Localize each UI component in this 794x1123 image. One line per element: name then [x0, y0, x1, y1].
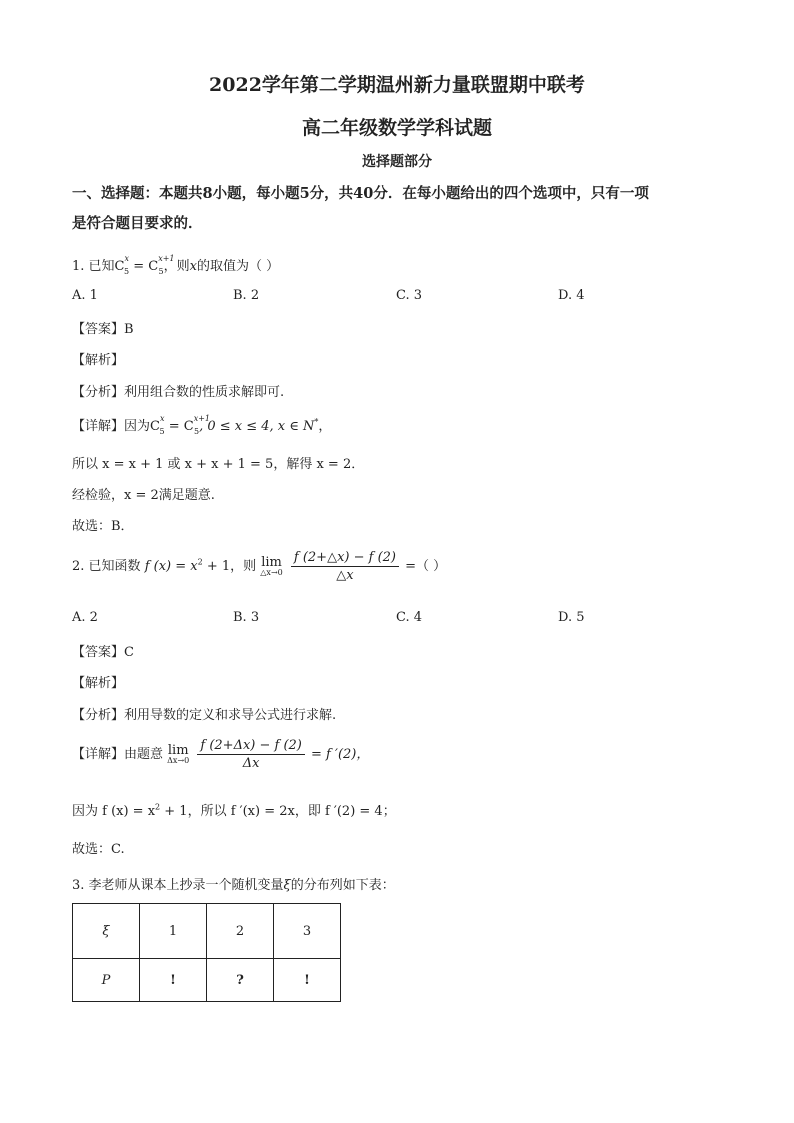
q1-prefix: 1. 已知	[72, 259, 115, 274]
q2-answer: 【答案】C	[72, 645, 134, 660]
part-label: 选择题部分	[362, 154, 432, 170]
table-cell: !	[274, 959, 341, 1002]
q2-choice-line: 故选：C.	[72, 842, 125, 857]
section-instruction-line2: 是符合题目要求的．	[72, 215, 203, 232]
q1-fenxi: 【分析】利用组合数的性质求解即可.	[72, 385, 285, 400]
q1-verify-line: 经检验，x = 2满足题意.	[72, 488, 215, 503]
q2-option-c: C. 4	[396, 610, 423, 625]
q2-detail: 【详解】由题意 lim Δx→0 $\frac{f (2+\Delta x) - f (2)}{\Delta x}$ = f ′(2)，	[72, 738, 370, 771]
q1-option-a: A. 1	[72, 288, 98, 303]
table-cell: P	[73, 959, 140, 1002]
q1-option-b: B. 2	[233, 288, 260, 303]
table-cell: 1	[140, 904, 207, 959]
table-row	[73, 904, 341, 959]
exam-title: 2022学年第二学期温州新力量联盟期中联考	[209, 74, 585, 96]
table-row	[73, 959, 341, 1002]
q2-option-a: A. 2	[72, 610, 98, 625]
q2-fenxi: 【分析】利用导数的定义和求导公式进行求解.	[72, 708, 337, 723]
q2-option-b: B. 3	[233, 610, 260, 625]
q2-option-d: D. 5	[558, 610, 585, 625]
q1-option-c: C. 3	[396, 288, 423, 303]
q1-answer: 【答案】B	[72, 322, 134, 337]
exam-subtitle: 高二年级数学学科试题	[301, 117, 492, 139]
question-1-stem: 1. 已知$C^x_5 = C^{x+1}_5$，则x的取值为（ ）	[72, 253, 280, 276]
q2-fraction: $\frac{f (2+\triangle x) - f (2)}{\triangle x}$	[291, 550, 399, 583]
question-2-stem: 2. 已知函数 f $(x) = x^2 + 1$，则 lim △x→0 $\frac{f (2+\triangle x) - f (2)}{\triangle x}$ =（ ）	[72, 550, 447, 583]
q1-choice-line: 故选：B．	[72, 519, 134, 534]
q1-solution-line: 所以 x = x + 1 或 x + x + 1 = 5，解得 x = 2．	[72, 457, 365, 472]
q1-detail: 【详解】因为$C^x_5 = C^{x+1}_5$, 0 ≤ x ≤ 4, x ∈ N*，	[72, 413, 332, 436]
table-cell: 3	[274, 904, 341, 959]
q1-analysis-label: 【解析】	[72, 353, 125, 368]
q2-analysis-label: 【解析】	[72, 676, 125, 691]
table-cell: !	[140, 959, 207, 1002]
table-cell: ?	[207, 959, 274, 1002]
q2-limit: lim △x→0	[260, 555, 283, 577]
q2-derivation: 因为 f $(x) = x^2 + 1$，所以 f ′(x) = 2x，即 f ′(2) = 4；	[72, 802, 396, 819]
question-3-stem: 3. 李老师从课本上抄录一个随机变量ξ的分布列如下表：	[72, 878, 395, 893]
table-cell: ξ	[73, 904, 140, 959]
q1-formula: $C^x_5 = C^{x+1}_5$	[114, 253, 175, 276]
distribution-table	[72, 903, 341, 1002]
table-cell: 2	[207, 904, 274, 959]
q1-option-d: D. 4	[558, 288, 585, 303]
section-instruction-line1: 一、选择题：本题共8小题，每小题5分，共40分．在每小题给出的四个选项中，只有一项	[72, 185, 649, 202]
